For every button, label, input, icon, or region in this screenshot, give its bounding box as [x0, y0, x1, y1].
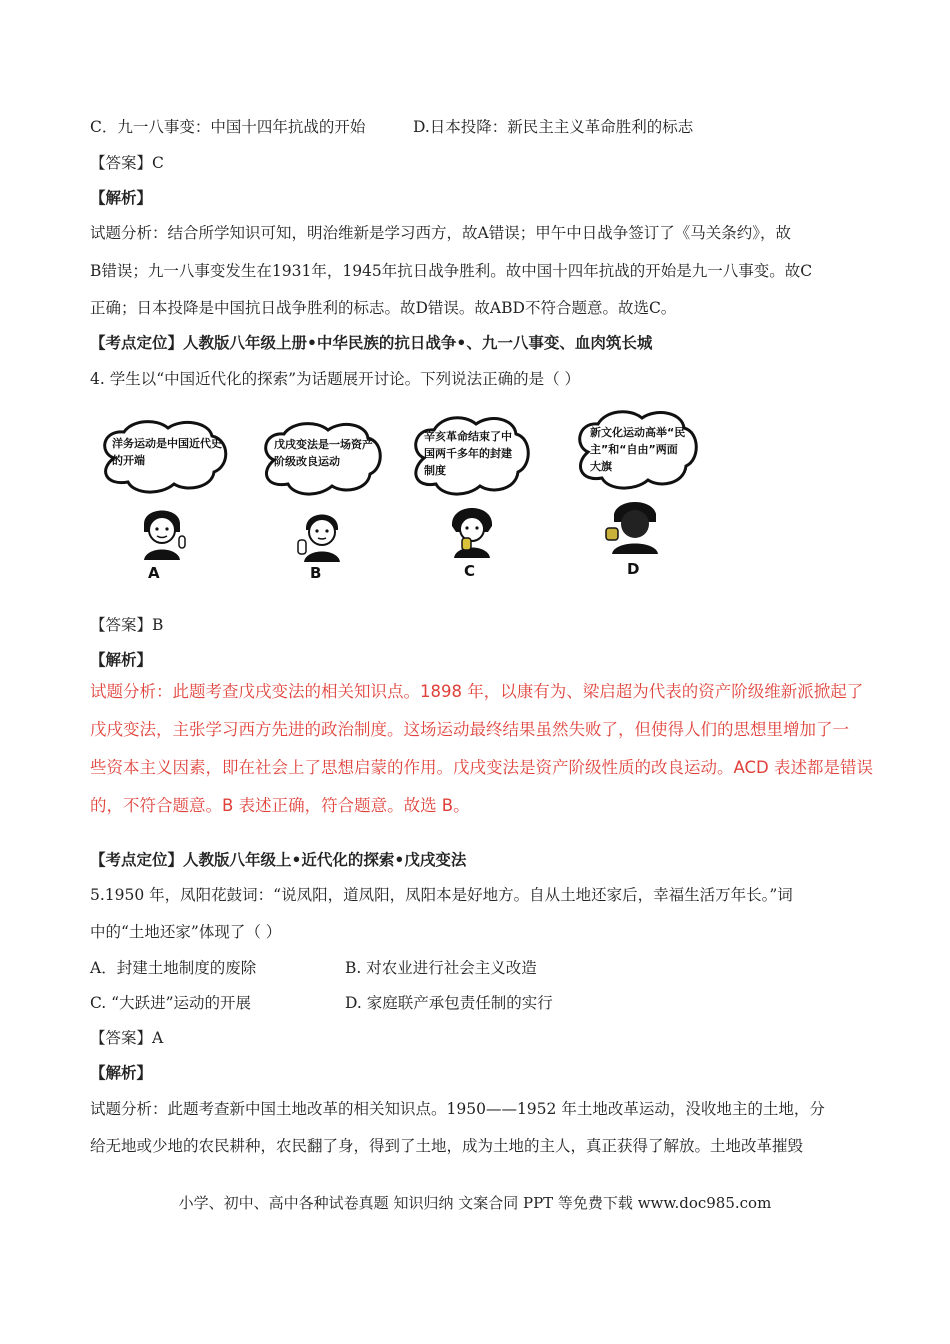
- student-a-icon: [130, 498, 194, 560]
- figure-letter-c: C: [464, 562, 476, 580]
- q4-analysis-label: 【解析】: [90, 650, 153, 669]
- bubble-text-d: 新文化运动高举“民主”和“自由”两面大旗: [590, 426, 686, 473]
- q5-option-b: B. 对农业进行社会主义改造: [345, 959, 537, 977]
- q5-option-c: C. “大跃进”运动的开展: [90, 994, 252, 1012]
- q4-analysis-line: 戊戌变法，主张学习西方先进的政治制度。这场运动最终结果虽然失败了，但使得人们的思想里增加了一: [90, 720, 849, 739]
- q4-analysis-line: 试题分析：此题考查戊戌变法的相关知识点。1898 年，以康有为、梁启超为代表的资产阶级维新派掀起了: [90, 682, 864, 701]
- student-d-icon: [600, 492, 670, 554]
- q3-analysis-line: 试题分析：结合所学知识可知，明治维新是学习西方，故A错误；甲午中日战争签订了《马关条约》，故: [90, 224, 791, 242]
- q5-analysis-line: 给无地或少地的农民耕种，农民翻了身，得到了土地，成为土地的主人，真正获得了解放。土地改革摧毁: [90, 1137, 804, 1155]
- page-footer: 小学、初中、高中各种试卷真题 知识归纳 文案合同 PPT 等免费下载 www.doc985.com: [178, 1194, 772, 1212]
- q5-analysis-label: 【解析】: [90, 1063, 153, 1082]
- q4-analysis-line: 的，不符合题意。B 表述正确，符合题意。故选 B。: [90, 796, 470, 815]
- figure-letter-b: B: [310, 564, 322, 582]
- figure-letter-a: A: [148, 564, 160, 582]
- q3-analysis-line: B错误；九一八事变发生在1931年，1945年抗日战争胜利。故中国十四年抗战的开始是九一八事变。故C: [90, 262, 813, 280]
- q5-question-line: 中的“土地还家”体现了（ ）: [90, 923, 282, 941]
- q5-option-d: D. 家庭联产承包责任制的实行: [345, 994, 553, 1012]
- q3-analysis-label: 【解析】: [90, 188, 153, 207]
- bubble-text-b: 戊戌变法是一场资产阶级改良运动: [274, 438, 373, 468]
- q3-kaodian: 【考点定位】人教版八年级上册•中华民族的抗日战争•、九一八事变、血肉筑长城: [90, 333, 653, 352]
- q4-kaodian: 【考点定位】人教版八年级上•近代化的探索•戊戌变法: [90, 850, 467, 869]
- q3-option-d: D.日本投降：新民主主义革命胜利的标志: [413, 118, 694, 136]
- q5-question-line: 5.1950 年，凤阳花鼓词：“说凤阳，道凤阳，凤阳本是好地方。自从土地还家后，幸福生活万年长。”词: [90, 886, 793, 904]
- student-b-icon: [290, 500, 354, 562]
- q4-figure: [84, 400, 704, 585]
- q4-analysis-line: 些资本主义因素，即在社会上了思想启蒙的作用。戊戌变法是资产阶级性质的改良运动。ACD 表述都是错误: [90, 758, 873, 777]
- bubble-text-a: 洋务运动是中国近代史的开端: [112, 437, 222, 467]
- q5-analysis-line: 试题分析：此题考查新中国土地改革的相关知识点。1950——1952 年土地改革运动，没收地主的土地，分: [90, 1100, 825, 1118]
- q3-answer: 【答案】C: [90, 154, 164, 172]
- q3-option-c: C．九一八事变：中国十四年抗战的开始: [90, 118, 366, 136]
- q5-option-a: A．封建土地制度的废除: [90, 959, 257, 977]
- q5-answer: 【答案】A: [90, 1029, 164, 1047]
- figure-letter-d: D: [627, 560, 640, 578]
- q4-question: 4. 学生以“中国近代化的探索”为话题展开讨论。下列说法正确的是（ ）: [90, 370, 580, 388]
- bubble-text-c: 辛亥革命结束了中国两千多年的封建制度: [424, 430, 512, 477]
- student-c-icon: [440, 496, 504, 558]
- q3-analysis-line: 正确；日本投降是中国抗日战争胜利的标志。故D错误。故ABD不符合题意。故选C。: [90, 299, 677, 317]
- q4-answer: 【答案】B: [90, 616, 164, 634]
